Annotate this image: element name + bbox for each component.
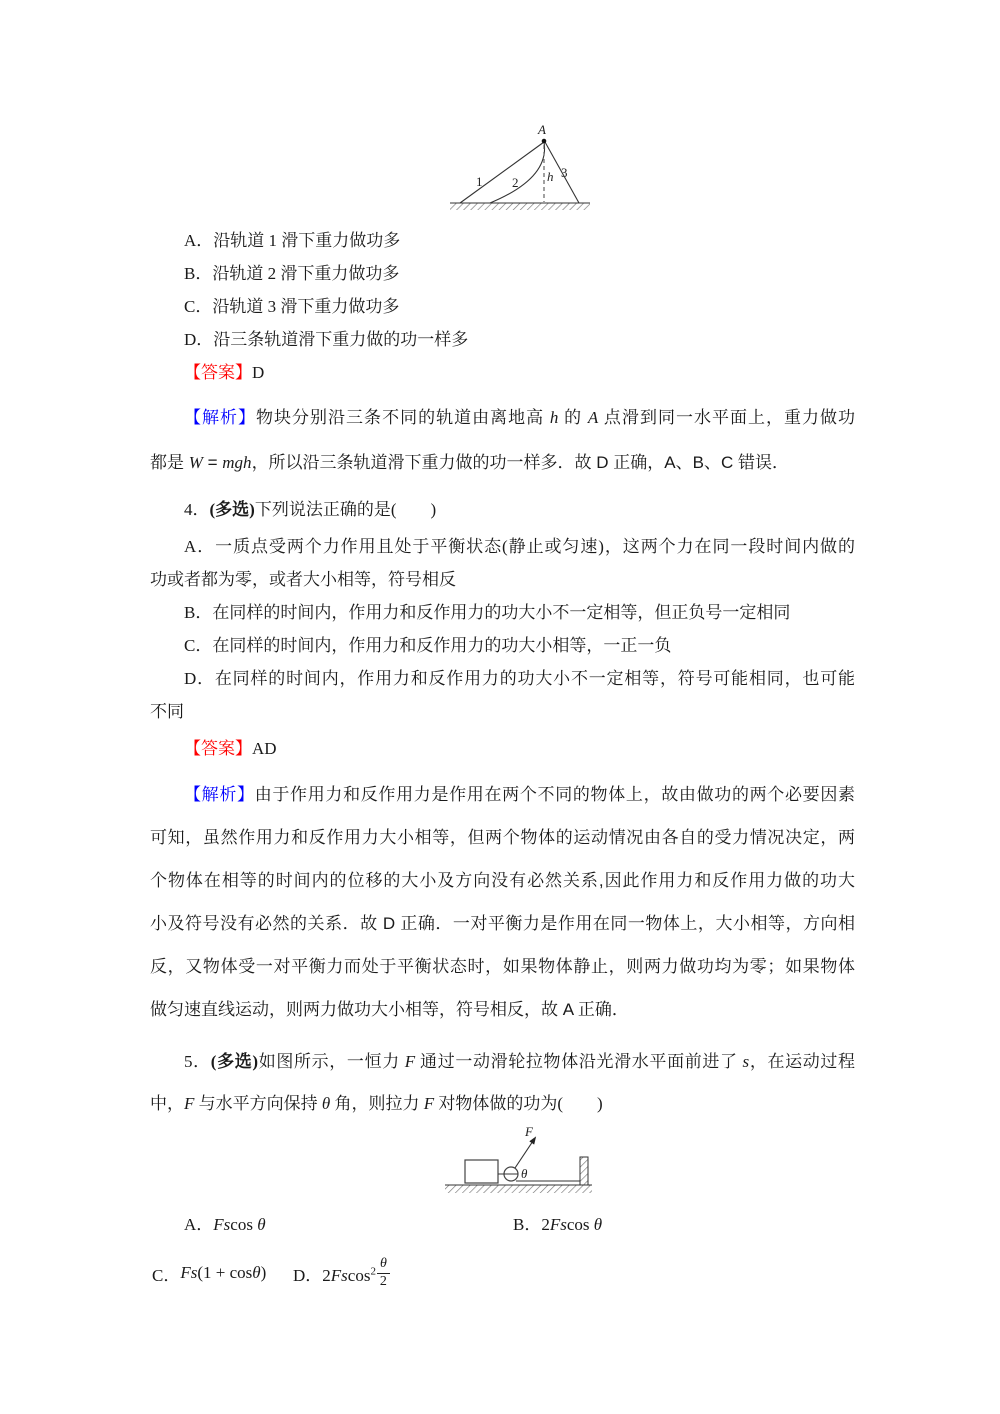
q3-analysis-line-1 xyxy=(150,395,855,440)
text-segment: F xyxy=(404,1052,416,1071)
text-segment: 下列说法正确的是( ) xyxy=(254,500,437,519)
text-segment: A xyxy=(587,408,599,427)
text-segment: Fs xyxy=(549,1215,567,1234)
q3-option-d: D．沿三条轨道滑下重力做的功一样多 xyxy=(184,330,469,349)
text-segment: 【解析】 xyxy=(184,785,255,804)
q3-option-c: C．沿轨道 3 滑下重力做功多 xyxy=(184,297,400,316)
height-label: h xyxy=(547,169,554,184)
track-3-label: 3 xyxy=(561,165,568,180)
q4-option-c: C．在同样的时间内，作用力和反作用力的功大小相等，一正一负 xyxy=(184,636,672,655)
text-segment: (多选) xyxy=(210,1052,259,1071)
track-2-label: 2 xyxy=(512,175,519,190)
text-segment: Fs xyxy=(180,1263,198,1282)
angle-label: θ xyxy=(521,1166,528,1181)
text-segment: 对物体做的功为( ) xyxy=(434,1094,603,1113)
text-segment: ) xyxy=(260,1263,267,1282)
text-segment: (1 + cos xyxy=(197,1263,253,1282)
text-segment: 4． xyxy=(184,500,210,519)
text-segment: F xyxy=(423,1094,435,1113)
text-segment: h xyxy=(549,408,559,427)
apex-label: A xyxy=(538,122,546,137)
q4-analysis-line-1 xyxy=(150,773,855,816)
text-segment: D xyxy=(252,363,265,382)
text-segment: 5． xyxy=(184,1052,211,1071)
text-segment: C． xyxy=(152,1265,181,1285)
ground-hatch xyxy=(450,203,590,210)
text-segment: 如图所示，一恒力 xyxy=(258,1052,405,1071)
text-segment: 点滑到同一水平面上，重力做功 xyxy=(598,408,855,427)
text-segment: A． xyxy=(184,1215,214,1234)
q3-answer-line xyxy=(150,356,855,389)
text-segment: Fs xyxy=(213,1215,231,1234)
text-segment: Fs xyxy=(330,1265,348,1285)
text-segment: θ xyxy=(321,1094,331,1113)
q4-answer-line xyxy=(150,732,855,765)
q4-analysis-line-2: 可知，虽然作用力和反作用力大小相等，但两个物体的运动情况由各自的受力情况决定，两 xyxy=(150,828,855,847)
three-tracks-diagram xyxy=(442,118,600,218)
text-segment: θ xyxy=(593,1215,603,1234)
force-label: F xyxy=(525,1125,533,1139)
text-segment: 由于作用力和反作用力是作用在两个不同的物体上，故由做功的两个必要因素 xyxy=(254,785,855,804)
track-1-label: 1 xyxy=(476,174,483,189)
q3-option-a: A．沿轨道 1 滑下重力做功多 xyxy=(184,231,401,250)
block-rect xyxy=(465,1160,498,1183)
q5-options-row-2 xyxy=(150,1247,855,1299)
ground-hatch xyxy=(445,1185,592,1193)
fraction-numerator: θ xyxy=(377,1257,390,1274)
q5-option-a xyxy=(184,1208,266,1241)
q4-analysis-line-4: 小及符号没有必然的关系．故 D 正确．一对平衡力是作用在同一物体上，大小相等，方向相 xyxy=(150,914,855,933)
text-segment: s xyxy=(742,1052,750,1071)
text-segment: cos xyxy=(566,1215,594,1234)
q5-stem-line-1 xyxy=(150,1041,855,1083)
q3-analysis-line-2 xyxy=(150,440,855,485)
text-segment: θ xyxy=(252,1263,261,1282)
text-segment: D．2 xyxy=(293,1265,331,1285)
text-segment: 都是 xyxy=(150,453,189,472)
q5-options-row-1 xyxy=(150,1208,855,1241)
fraction-theta-over-2 xyxy=(377,1257,390,1289)
text-segment: 通过一动滑轮拉物体沿光滑水平面前进了 xyxy=(415,1052,743,1071)
text-segment: ，在运动过程 xyxy=(749,1052,855,1071)
text-segment: 角，则拉力 xyxy=(330,1094,424,1113)
text-segment: 与水平方向保持 xyxy=(194,1094,322,1113)
q5-stem-line-2 xyxy=(150,1083,855,1125)
q4-analysis-line-3: 个物体在相等的时间内的位移的大小及方向没有必然关系,因此作用力和反作用力做的功大 xyxy=(150,871,855,890)
text-segment: cos xyxy=(230,1215,258,1234)
q5-option-d xyxy=(293,1247,390,1299)
text-segment: B．2 xyxy=(513,1215,550,1234)
text-segment: F xyxy=(184,1094,195,1113)
q3-option-b: B．沿轨道 2 滑下重力做功多 xyxy=(184,264,400,283)
text-segment: W xyxy=(188,453,203,472)
q4-analysis-line-6: 做匀速直线运动，则两力做功大小相等，符号相反，故 A 正确． xyxy=(150,1000,629,1019)
text-segment: θ xyxy=(257,1215,266,1234)
text-segment: AD xyxy=(252,739,277,758)
text-segment: 【答案】 xyxy=(184,739,252,758)
text-segment: cos xyxy=(347,1265,371,1285)
force-arrow xyxy=(515,1138,535,1168)
pulley-block-diagram xyxy=(445,1125,610,1200)
text-segment: (多选) xyxy=(209,500,255,519)
q4-option-a-line-1: A．一质点受两个力作用且处于平衡状态(静止或匀速)，这两个力在同一段时间内做的 xyxy=(184,537,855,556)
q4-analysis-line-5: 反，又物体受一对平衡力而处于平衡状态时，如果物体静止，则两力做功均为零；如果物体 xyxy=(150,957,855,976)
track-2-curve xyxy=(490,142,545,203)
track-1-line xyxy=(460,142,544,203)
text-segment: 的 xyxy=(558,408,588,427)
text-segment: ，所以沿三条轨道滑下重力做的功一样多．故 D 正确，A、B、C 错误． xyxy=(251,453,789,472)
q4-option-d-line-1: D．在同样的时间内，作用力和反作用力的功大小不一定相等，符号可能相同，也可能 xyxy=(184,669,855,688)
q4-option-b: B．在同样的时间内，作用力和反作用力的功大小不一定相等，但正负号一定相同 xyxy=(184,603,791,622)
wall-hatch xyxy=(580,1157,588,1185)
text-segment: 2 xyxy=(370,1264,376,1277)
figure-pulley-block xyxy=(445,1125,610,1200)
q5-option-c xyxy=(152,1247,266,1299)
text-segment: 【解析】 xyxy=(184,408,257,427)
text-segment: = xyxy=(202,453,223,472)
apex-point xyxy=(542,139,547,144)
text-segment: 物块分别沿三条不同的轨道由离地高 xyxy=(256,408,550,427)
text-segment: mgh xyxy=(222,453,252,472)
q5-option-d-prefix xyxy=(293,1261,376,1286)
fraction-denominator: 2 xyxy=(379,1273,387,1289)
q4-option-d-line-2: 不同 xyxy=(150,702,184,721)
q4-stem xyxy=(150,493,855,526)
page-content xyxy=(150,118,855,1299)
text-segment: 【答案】 xyxy=(184,363,252,382)
q4-option-a-line-2: 功或者都为零，或者大小相等，符号相反 xyxy=(150,570,456,589)
figure-three-tracks xyxy=(442,118,600,218)
q5-option-b xyxy=(513,1208,602,1241)
text-segment: 中， xyxy=(150,1094,184,1113)
